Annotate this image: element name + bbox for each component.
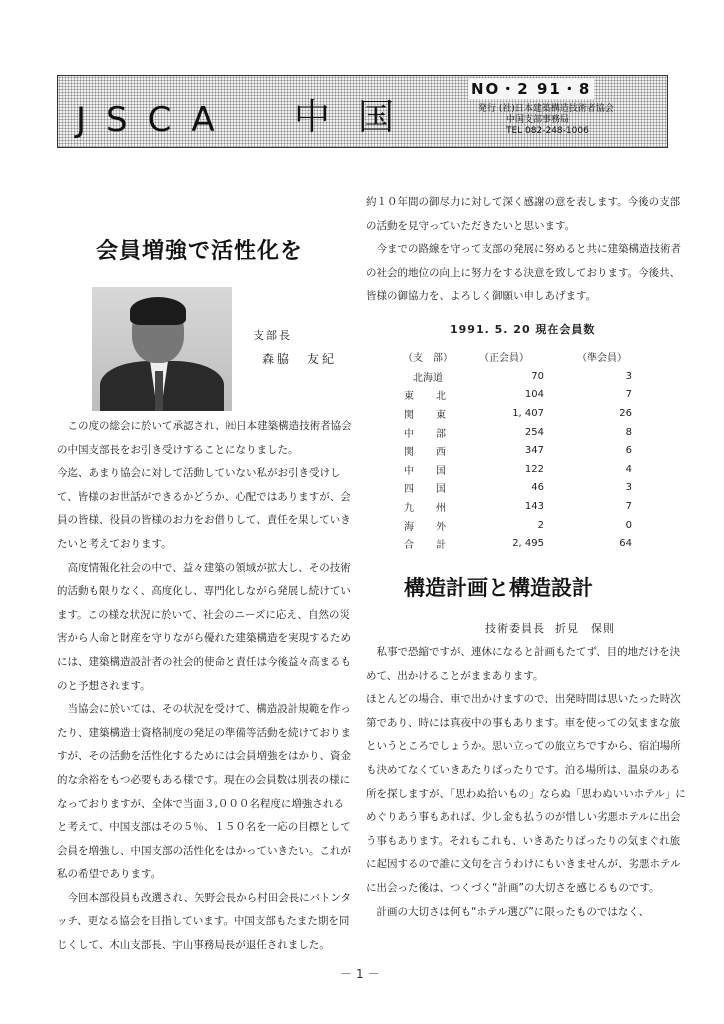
cell-branch: 四 国	[404, 484, 452, 496]
masthead-logo: JSCA	[76, 100, 235, 140]
author-photo	[92, 287, 232, 411]
cell-regular: 70	[531, 370, 544, 382]
cell-regular: 2, 495	[512, 538, 544, 550]
paragraph: ほとんどの場合、車で出かけますので、出発時間は思いたった時次第であり、時には真夜中の事もあります。車を使っての気ままな旅というところでしょうか。思い立っての旅立ちですから、宿泊場所も決めてなくていきあたりばったりです。泊る場所は、温泉のある所を探しますが、「思わぬ拾いもの」ならぬ「思わぬいいホテル」にめぐりあう事もあれば、少し金も払うのが惜しい劣悪ホテルに出会う事もあります。それもこれも、いきあたりばったりの気まぐれ旅に起因するので誰に文句を言うわけにもいきませんが、劣悪ホテルに出会った後は、つくづく“計画”の大切さを感じるものです。	[366, 693, 686, 894]
cell-associate: 3	[625, 370, 632, 382]
column-header: （支 部）	[403, 352, 453, 364]
table-row	[392, 404, 654, 423]
cell-regular: 2	[537, 519, 544, 531]
cell-associate: 3	[625, 482, 632, 494]
masthead-region: 中国	[294, 97, 423, 138]
cell-regular: 1, 407	[512, 407, 544, 419]
table-row	[392, 460, 654, 479]
paragraph: 今回本部役員も改選され、矢野会長から村田会長にバトンタッチ、更なる協会を目指しています。中国支部もたまた期を同じくして、木山支部長、宇山事務局長が退任されました。	[57, 891, 351, 952]
members-table	[392, 345, 654, 553]
table-row	[392, 497, 654, 516]
cell-regular: 143	[524, 500, 544, 512]
paragraph: この度の総会に於いて承認され、㈳日本建築構造技術者協会の中国支部長をお引き受けすることになりました。	[57, 420, 352, 456]
cell-branch: 関 西	[404, 447, 452, 459]
cell-associate: 0	[625, 519, 632, 531]
author-role: 支部長	[253, 329, 292, 342]
article-body	[366, 641, 689, 924]
cell-regular: 104	[524, 389, 544, 401]
paragraph: 約１０年間の御尽力に対して深く感謝の意を表します。今後の支部の活動を見守っていただきたいと思います。	[366, 196, 681, 232]
cell-branch: 東 北	[404, 391, 452, 403]
article-body-left	[57, 415, 352, 958]
paragraph: 高度情報化社会の中で、益々建築の領域が拡大し、その技術的活動も限りなく、高度化し、専門化しながら発展し続けています。この様な状況に於いて、社会のニーズに応え、自然の災害から人命と財産を守りながら優れた建築構造を実現するためには、建築構造設計者の社会的使命と責任は今後益々高まるものと予想されます。	[57, 561, 351, 692]
cell-regular: 122	[524, 463, 544, 475]
cell-associate: 64	[619, 538, 632, 550]
masthead	[57, 75, 668, 148]
cell-regular: 254	[524, 426, 544, 438]
cell-regular: 46	[531, 482, 544, 494]
author-name: 森脇 友紀	[262, 352, 338, 366]
cell-associate: 26	[619, 407, 632, 419]
table-row	[392, 386, 654, 405]
cell-branch: 北海道	[413, 372, 443, 384]
cell-branch: 九 州	[404, 502, 452, 514]
cell-associate: 7	[625, 389, 632, 401]
cell-associate: 8	[625, 426, 632, 438]
table-header-row	[392, 345, 654, 367]
page-number: －1－	[340, 967, 384, 981]
publisher-info	[478, 104, 614, 137]
byline-role: 技術委員長	[485, 622, 545, 635]
paragraph: 今までの路線を守って支部の発展に努めると共に建築構造技術者の社会的地位の向上に努力をする決意を致しております。今後共、皆様の御協力を、よろしく御願い申しあげます。	[366, 243, 681, 303]
table-row	[392, 516, 654, 535]
article-byline	[485, 620, 615, 636]
publisher-line: 中国支部事務局	[506, 115, 570, 125]
table-row	[392, 423, 654, 442]
cell-associate: 7	[625, 500, 632, 512]
cell-branch: 中 国	[404, 465, 452, 477]
paragraph: 今迄、あまり協会に対して活動していない私がお引き受けして、皆様のお世話ができるかどうか、心配ではありますが、会員の皆様、役員の皆様のお力をお借りして、責任を果していきたいと考えております。	[57, 467, 351, 550]
table-title: 1991. 5. 20 現在会員数	[450, 323, 596, 336]
table-row-total	[392, 534, 654, 553]
table-row	[392, 367, 654, 386]
article-headline: 会員増強で活性化を	[96, 239, 304, 264]
publisher-line: 発行 (社)日本建築構造技術者協会	[478, 104, 614, 114]
column-header: （正会員）	[479, 352, 529, 364]
cell-regular: 347	[524, 445, 544, 457]
cell-associate: 6	[625, 445, 632, 457]
cell-branch: 関 東	[404, 409, 452, 421]
issue-number: NO・2 91・8	[468, 78, 594, 99]
paragraph: 当協会に於いては、その状況を受けて、構造設計規範を作ったり、建築構造士資格制度の発足の準備等活動を続けておりますが、その活動を活性化するためには会員増強をはかり、資金的な余裕をもつ必要もある様です。現在の会員数は別表の様になっておりますが、全体で当面３,０００名程度に増強されると考えて、中国支部はその５％、１５０名を一応の目標として会員を増強し、中国支部の活性化をはかっていきたい。これが私の希望であります。	[57, 703, 351, 881]
cell-branch: 中 部	[404, 428, 452, 440]
article-body-right	[366, 191, 686, 309]
cell-associate: 4	[625, 463, 632, 475]
paragraph: 私事で恐縮ですが、連休になると計画もたてず、目的地だけを決めて、出かけることがままあります。	[366, 646, 681, 682]
article-headline: 構造計画と構造設計	[404, 576, 593, 600]
byline-name: 折見 保則	[555, 622, 615, 635]
paragraph: 計画の大切さは何も“ホテル選び”に限ったものではなく、	[376, 905, 650, 918]
table-row	[392, 479, 654, 498]
publisher-line: TEL 082-248-1006	[506, 126, 589, 136]
column-header: （準会員）	[577, 352, 627, 364]
cell-branch: 海 外	[404, 521, 452, 533]
cell-branch: 合 計	[404, 540, 452, 552]
table-row	[392, 441, 654, 460]
